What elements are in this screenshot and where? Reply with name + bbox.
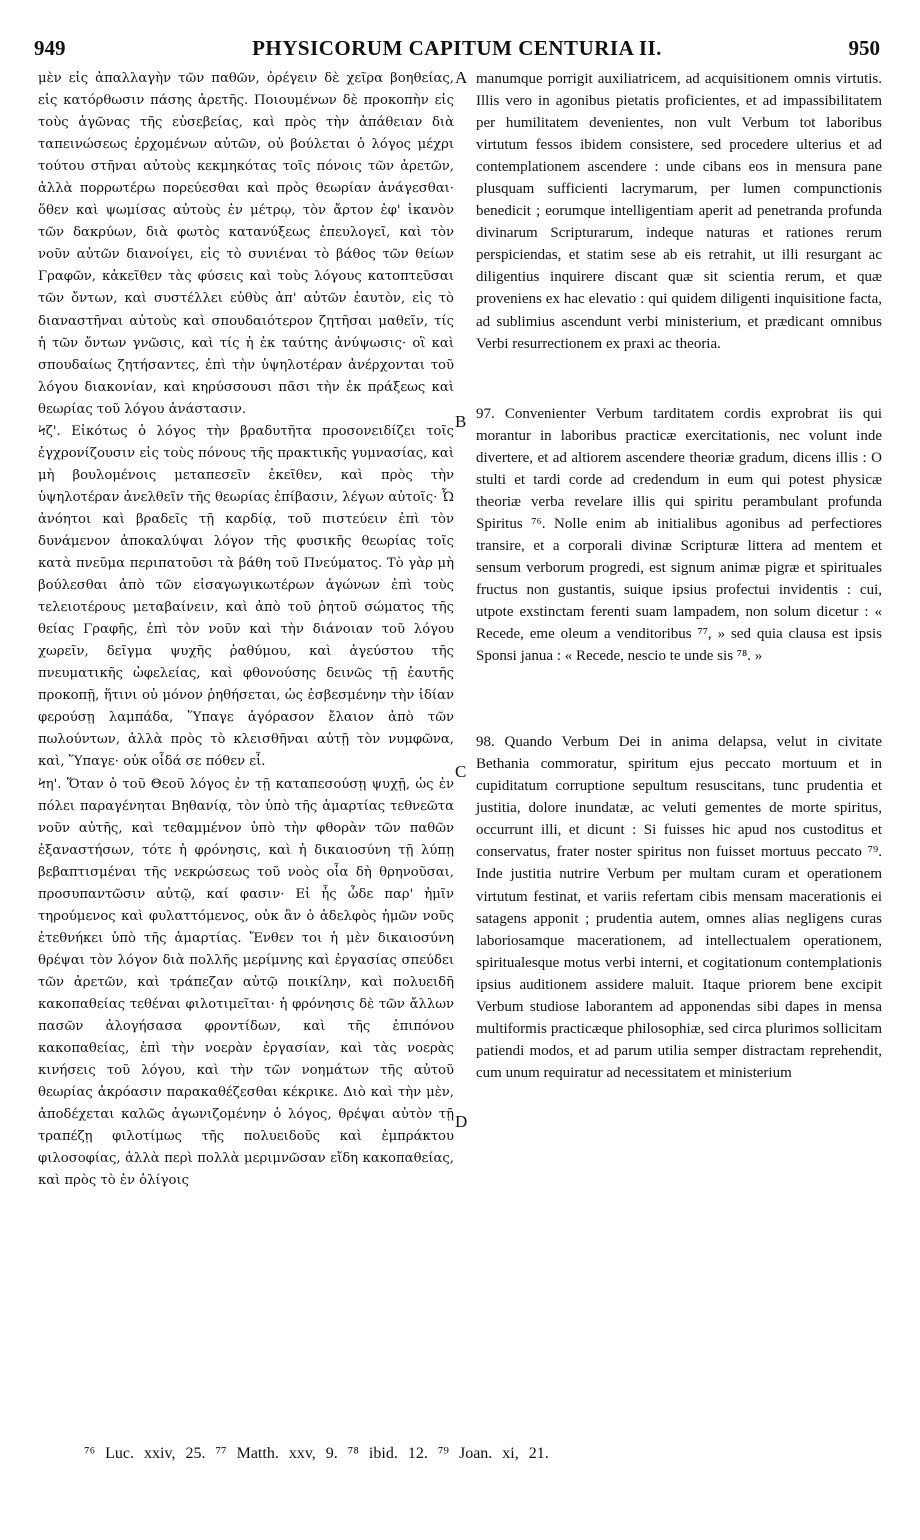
latin-column	[476, 68, 882, 1084]
greek-paragraph-97: Ϟζ'. Εἰκότως ὁ λόγος τὴν βραδυτῆτα προσονειδίζει τοῖς ἐγχρονίζουσιν εἰς τοὺς πόνους τῆς πρακτικῆς γυμνασίας, καὶ μὴ βουλομένοις μεταπεσεῖν ἐκεῖθεν, καὶ πρὸς τὴν ὑψηλοτέραν ἀνελθεῖν τῆς θεωρίας ἐπίβασιν, λέγων αὐτοῖς· Ὦ ἀνόητοι καὶ βραδεῖς τῇ καρδίᾳ, τοῦ πιστεύειν ἐπὶ τὸν δυνάμενον ἀποκαλύψαι λόγον τῆς φυσικῆς θεωρίας τοῖς κατὰ πνεῦμα περιπατοῦσι τὰ βάθη τοῦ Πνεύματος. Τὸ γὰρ μὴ βούλεσθαι ἀπὸ τῶν εἰσαγωγικωτέρων ἀγώνων ἐπὶ τοὺς τελειοτέρους μεταβαίνειν, καὶ ἀπὸ τοῦ ῥητοῦ σώματος τῆς θείας Γραφῆς, ἐπὶ τὸν νοῦν καὶ τὴν διάνοιαν τοῦ λόγου χωρεῖν, δεῖγμα ψυχῆς ῥαθύμου, καὶ ἀγεύστου τῆς πνευματικῆς ὠφελείας, καὶ φθονούσης δεινῶς τῇ ἑαυτῆς προκοπῇ, ἥτινι οὐ μόνον ῥηθήσεται, ὡς ἐσβεσμένην τὴν ἰδίαν φερούσῃ λαμπάδα, Ὕπαγε ἀγόρασον ἔλαιον ἀπὸ τῶν πωλούντων, ἀλλὰ πρὸς τὸ κλεισθῆναι αὐτῇ τὸν νυμφῶνα, καὶ, Ὕπαγε· οὐκ οἶδά σε πόθεν εἶ.	[38, 423, 454, 770]
running-title: PHYSICORUM CAPITUM CENTURIA II.	[252, 36, 662, 60]
page-number-right: 950	[848, 36, 880, 60]
footnotes: ⁷⁶ Luc. xxiv, 25. ⁷⁷ Matth. xxv, 9. ⁷⁸ ibid. 12. ⁷⁹ Joan. xi, 21.	[84, 1445, 549, 1462]
latin-paragraph-97: 97. Convenienter Verbum tarditatem cordis exprobrat iis qui morantur in laboribus practicæ exercitationis, nec volunt inde divertere, et ad altiorem ascendere theoriæ gradum, dicens illis : O stulti et tardi corde ad credendum in eum qui potest physicæ theoriæ verba revelare illis qui spiritu perambulant profunda Spiritus ⁷⁶. Nolle enim ab initialibus agonibus ad perfectiores transire, et a corporali divinæ Scripturæ littera ad mentem et sensum verborum progredi, est signum animæ pigræ et spirituales fructus non gustantis, suique ipsius profectui invidentis : cui, utpote exstinctam ferenti suam lampadem, non solum dicetur : « Recede, eme oleum a venditoribus ⁷⁷, » sed quia clausa est ipsis Sponsi janua : « Recede, nescio te unde sis ⁷⁸. »	[476, 405, 882, 665]
running-header	[34, 36, 880, 62]
latin-paragraph-98: 98. Quando Verbum Dei in anima delapsa, velut in civitate Bethania commoratur, spiritum ejus peccato mortuum et in cupiditatum corruptione sepultum resuscitans, tunc prudentia et justitia, dolore inundatæ, ac veluti gementes de morte spiritus, occurrunt illi, et dicunt : Si fuisses hic apud nos custoditus et conservatus, frater noster spiritus non fuisset mortuus peccato ⁷⁹. Inde justitia nutrire Verbum per multam curam et operationem virtutum festinat, et variis refertam cibis mensam macerationis ei satagens apponit ; prudentia autem, omnes alias negligens curas laboriosamque macerationem, ad intellectualem operationem, spiritualesque motus verbi interni, et cogitationum contemplationis ipsius auditionem assidere maluit. Itaque priorem bene excipit Verbum studiose laborantem ad apponendas sibi dapes in mensa multiformis practicæque philosophiæ, sed circa plurimos sollicitam patiendi modos, et ad parum utilia semper distractam reprehendit, cum unum requiratur ad necessitatem et ministerium	[476, 734, 882, 1081]
margin-letter-a: A	[455, 68, 468, 87]
margin-letter-c: C	[455, 762, 467, 781]
margin-letter-b: B	[455, 412, 467, 431]
latin-paragraph-96: manumque porrigit auxiliatricem, ad acquisitionem omnis virtutis. Illis vero in agonibus pietatis proficientes, et ad impassibilitatem per humilitatem devenientes, non vult Verbum tot laboribus virtutum fessos ibidem consistere, sed procedere ulterius et ad contemplationem ascendere : unde cibans eos in mensura pane plusquam sufficienti lacrymarum, per lumen compunctionis benedicit ; eorumque intelligentiam aperit ad penetranda profunda divinarum Scripturarum, indeque naturas et rationes rerum perspiciendas, et statim sese ab eis retrahit, ut illi resurgant ac diligentius inquirere discant quæ sit scientia rerum, et quæ proveniens ex hac elevatio : qui quidem diligenti inquisitione facta, ad sublimius ascendunt verbi ministerium, et prædicant omnibus Verbi resurrectionem ex praxi ac theoria.	[476, 71, 882, 352]
margin-letter-d: D	[455, 1112, 468, 1131]
greek-paragraph-98: Ϟη'. Ὅταν ὁ τοῦ Θεοῦ λόγος ἐν τῇ καταπεσούσῃ ψυχῇ, ὡς ἐν πόλει παραγένηται Βηθανίᾳ, τὸν ὑπὸ τῆς ἁμαρτίας τεθνεῶτα νοῦν αὐτῆς, καὶ τεθαμμένον ὑπὸ τὴν φθορὰν τῶν παθῶν ἐξαναστήσων, τότε ἡ φρόνησις, καὶ ἡ δικαιοσύνη τῇ λύπῃ βεβαπτισμέναι τῆς νεκρώσεως τοῦ νοὸς οἷα δὴ θρηνοῦσαι, προσυπαντῶσιν αὐτῷ, καί φασιν· Εἰ ἧς ὧδε παρ' ἡμῖν τηρούμενος καὶ φυλαττόμενος, οὐκ ἂν ὁ ἀδελφὸς ἡμῶν νοῦς ἐτεθνήκει ὑπὸ τῆς ἁμαρτίας. Ἔνθεν τοι ἡ μὲν δικαιοσύνη θρέψαι τὸν λόγον διὰ πολλῆς μερίμνης καὶ ἐργασίας σπεύδει τῶν ἀρετῶν, καὶ τράπεζαν αὐτῷ ποικίλην, καὶ πολυειδῆ κακοπαθείας τεθέναι φιλοτιμεῖται· ἡ φρόνησις δὲ τῶν ἄλλων πασῶν ἀλογήσασα φροντίδων, καὶ τῆς ἐπιπόνου κακοπαθείας, ἐπὶ τὴν νοερὰν ἐργασίαν, καὶ τὰς νοερὰς κινήσεις τοῦ λόγου, καὶ τὴν τῶν νοημάτων τῆς αὐτοῦ θεωρίας ἀκρόασιν παρακαθέζεσθαι κέκρικε. Διὸ καὶ τὴν μὲν, ἀποδέχεται καλῶς ἀγωνιζομένην ὁ λόγος, θρέψαι αὐτὸν τῇ τραπέζῃ φιλοτίμως τῆς πολυειδοῦς καὶ ἐμπράκτου φιλοσοφίας, ἀλλὰ περὶ πολλὰ μεριμνῶσαν εἴδη κακοπαθείας, καὶ πρὸς τὸ ἐν ὀλίγοις	[38, 776, 454, 1189]
greek-column	[38, 68, 454, 1192]
greek-paragraph-96: μὲν εἰς ἀπαλλαγὴν τῶν παθῶν, ὀρέγειν δὲ χεῖρα βοηθείας, εἰς κατόρθωσιν πάσης ἀρετῆς. Ποιουμένων δὲ προκοπὴν εἰς τοὺς ἀγῶνας τῆς εὐσεβείας, καὶ πρὸς τὴν ἀπάθειαν διὰ ταπεινώσεως ἐρχομένων αὐτῶν, οὐ βούλεται ὁ λόγος μέχρι τούτου στῆναι αὐτοὺς κεκμηκότας τοῖς πόνοις τῶν ἀρετῶν, ἀλλὰ πορρωτέρω πορεύεσθαι καὶ πρὸς θεωρίαν ἀνάγεσθαι· ὅθεν καὶ ψωμίσας αὐτοὺς ἐν μέτρῳ, τὸν ἄρτον ἐφ' ἱκανὸν τῶν δακρύων, διὰ φωτὸς κατανύξεως ἐπευλογεῖ, καὶ τὸν νοῦν αὐτῶν διανοίγει, εἰς τὸ συνιέναι τὸ βάθος τῶν θείων Γραφῶν, κἀκεῖθεν τὰς φύσεις καὶ τοὺς λόγους κατοπτεῦσαι τῶν ὄντων, καὶ συστέλλει εὐθὺς ἀπ' αὐτῶν ἑαυτὸν, εἰς τὸ διαναστῆναι αὐτοὺς καὶ σπουδαιότερον ζητῆσαι μαθεῖν, τίς ἡ τῶν ὄντων γνῶσις, καὶ τίς ἡ ἐκ ταύτης ἀνύψωσις· οἳ καὶ σπουδαίως ζητήσαντες, ἐπὶ τὴν ὑψηλοτέραν ἀνέρχονται τοῦ λόγου διακονίαν, καὶ κηρύσσουσι πᾶσι τὴν ἐκ πράξεως καὶ θεωρίας τοῦ λόγου ἀνάστασιν.	[38, 71, 454, 417]
page-number-left: 949	[34, 36, 66, 60]
